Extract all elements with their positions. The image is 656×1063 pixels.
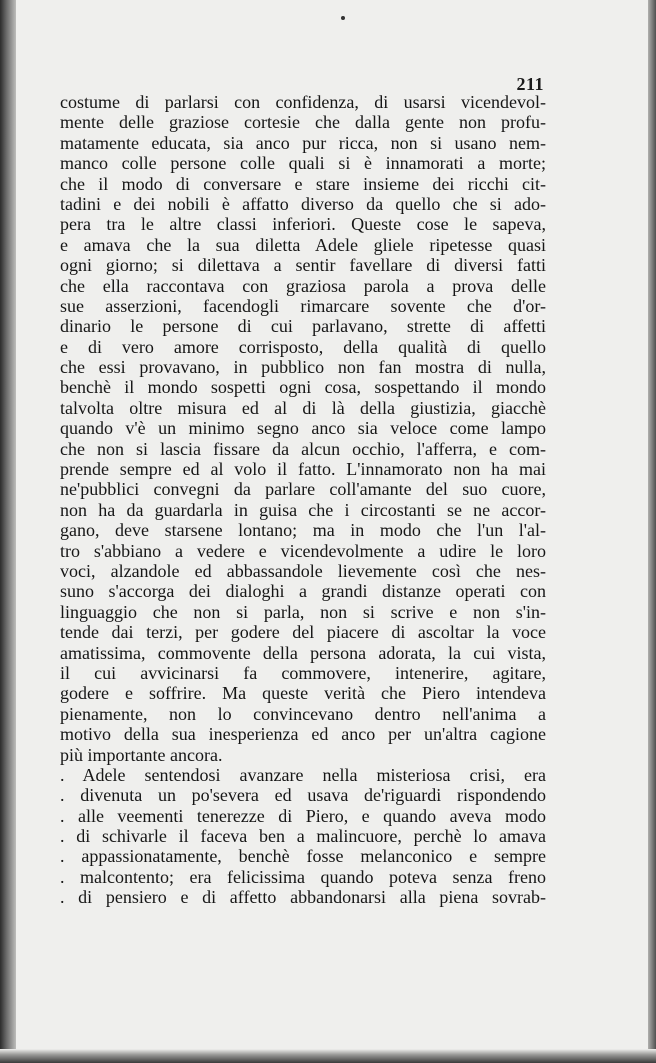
page-number: 211: [516, 74, 544, 94]
text-line: e di vero amore corrisposto, della qualità di quello: [60, 336, 546, 357]
page-edge-shadow: [648, 0, 656, 1063]
text-line: . divenuta un po'severa ed usava de'riguardi rispondendo: [60, 785, 546, 806]
text-line: motivo della sua inesperienza ed anco per un'altra cagione: [60, 724, 546, 745]
text-line: . di pensiero e di affetto abbandonarsi alla piena sovrab-: [60, 887, 546, 908]
bottom-edge-shadow: [0, 1049, 656, 1063]
text-line: . alle veementi tenerezze di Piero, e quando aveva modo: [60, 805, 546, 826]
text-line: matamente educata, sia anco pur ricca, non si usano nem-: [60, 132, 546, 153]
text-line: tadini e dei nobili è affatto diverso da quello che si ado-: [60, 193, 546, 214]
text-line: che ella raccontava con graziosa parola a prova delle: [60, 275, 546, 296]
text-line: . Adele sentendosi avanzare nella misteriosa crisi, era: [60, 764, 546, 785]
text-line: che essi provavano, in pubblico non fan mostra di nulla,: [60, 357, 546, 378]
text-line: pienamente, non lo convincevano dentro nell'anima a: [60, 703, 546, 724]
binding-shadow: [0, 0, 16, 1063]
text-line: più importante ancora.: [60, 744, 223, 765]
text-line: manco colle persone colle quali si è innamorati a morte;: [60, 153, 546, 174]
text-line: mente delle graziose cortesie che dalla gente non profu-: [60, 112, 546, 133]
text-line: ne'pubblici convegni da parlare coll'amante del suo cuore,: [60, 479, 546, 500]
text-line: talvolta oltre misura ed al di là della giustizia, giacchè: [60, 397, 546, 418]
text-line: sue asserzioni, facendogli rimarcare sovente che d'or-: [60, 295, 546, 316]
text-line: voci, alzandole ed abbassandole lievemente così che nes-: [60, 560, 546, 581]
text-line: tro s'abbiano a vedere e vicendevolmente a udire le loro: [60, 540, 546, 561]
text-line: quando v'è un minimo segno anco sia veloce come lampo: [60, 418, 546, 439]
text-line: dinario le persone di cui parlavano, strette di affetti: [60, 316, 546, 337]
text-line: costume di parlarsi con confidenza, di usarsi vicendevol-: [60, 92, 546, 112]
text-line: benchè il mondo sospetti ogni cosa, sospettando il mondo: [60, 377, 546, 398]
text-line: linguaggio che non si parla, non si scrive e non s'in-: [60, 601, 546, 622]
text-line: godere e soffrire. Ma queste verità che Piero intendeva: [60, 683, 546, 704]
text-line: amatissima, commovente della persona adorata, la cui vista,: [60, 642, 546, 663]
text-line: prende sempre ed al volo il fatto. L'innamorato non ha mai: [60, 459, 546, 480]
text-line: gano, deve starsene lontano; ma in modo che l'un l'al-: [60, 520, 546, 541]
text-line: il cui avvicinarsi fa commovere, intenerire, agitare,: [60, 662, 546, 683]
text-line: ogni giorno; si dilettava a sentir favellare di diversi fatti: [60, 255, 546, 276]
text-line: . malcontento; era felicissima quando poteva senza freno: [60, 866, 546, 887]
ink-speck: [341, 16, 345, 20]
text-line: suno s'accorga dei dialoghi a grandi distanze operati con: [60, 581, 546, 602]
text-line: . appassionatamente, benchè fosse melanconico e sempre: [60, 846, 546, 867]
text-line: che il modo di conversare e stare insieme dei ricchi cit-: [60, 173, 546, 194]
text-line: che non si lascia fissare da alcun occhio, l'afferra, e com-: [60, 438, 546, 459]
text-line: e amava che la sua diletta Adele gliele ripetesse quasi: [60, 234, 546, 255]
text-line: pera tra le altre classi inferiori. Queste cose le sapeva,: [60, 214, 546, 235]
body-text: [60, 92, 546, 908]
text-line: tende dai terzi, per godere del piacere di ascoltar la voce: [60, 622, 546, 643]
text-line: non ha da guardarla in guisa che i circostanti se ne accor-: [60, 499, 546, 520]
text-line: . di schivarle il faceva ben a malincuore, perchè lo amava: [60, 826, 546, 847]
